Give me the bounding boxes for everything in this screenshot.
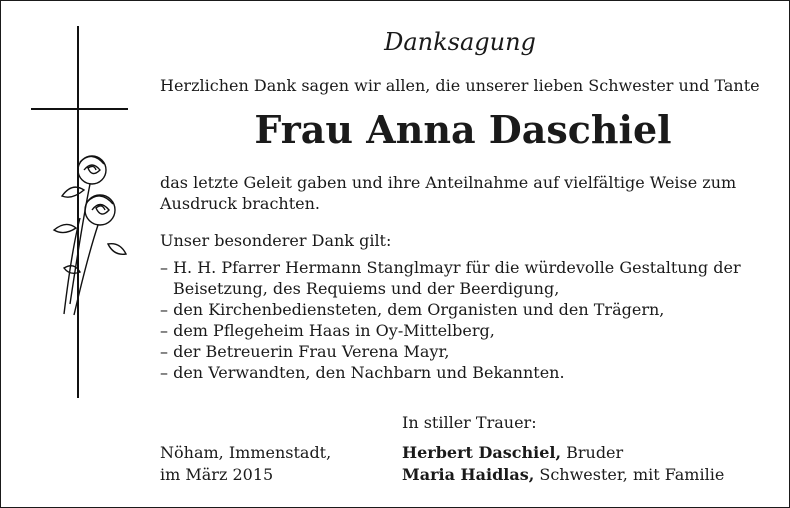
- intro-text: Herzlichen Dank sagen wir allen, die unserer lieben Schwester und Tante: [160, 76, 760, 95]
- list-item: – der Betreuerin Frau Verena Mayr,: [160, 342, 450, 361]
- list-item: – den Kirchenbediensteten, dem Organisten und den Trägern,: [160, 300, 665, 319]
- roses-icon: [40, 148, 140, 318]
- list-item: – den Verwandten, den Nachbarn und Bekannten.: [160, 363, 565, 382]
- list-item: – dem Pflegeheim Haas in Oy-Mittelberg,: [160, 321, 495, 340]
- place-text: Nöham, Immenstadt,: [160, 443, 332, 462]
- date-text: im März 2015: [160, 465, 274, 484]
- signature-name: Herbert Daschiel,: [402, 443, 562, 462]
- signature-sister: [402, 465, 724, 484]
- cross-bar: [31, 108, 128, 110]
- signature-name: Maria Haidlas,: [402, 465, 535, 484]
- list-item: – H. H. Pfarrer Hermann Stanglmayr für die würdevolle Gestaltung der Beisetzung, des Requiems und der Beerdigung,: [160, 258, 741, 298]
- thanks-list: [160, 257, 770, 383]
- signature-relation: Bruder: [561, 443, 624, 462]
- notice-title: Danksagung: [384, 28, 536, 56]
- mourning-label: In stiller Trauer:: [402, 413, 537, 432]
- signature-relation: Schwester, mit Familie: [534, 465, 725, 484]
- thanks-heading: Unser besonderer Dank gilt:: [160, 231, 392, 250]
- signature-brother: [402, 443, 623, 462]
- deceased-name: Frau Anna Daschiel: [254, 107, 672, 152]
- thanks-paragraph: das letzte Geleit gaben und ihre Anteilnahme auf vielfältige Weise zum Ausdruck brachten.: [160, 173, 737, 213]
